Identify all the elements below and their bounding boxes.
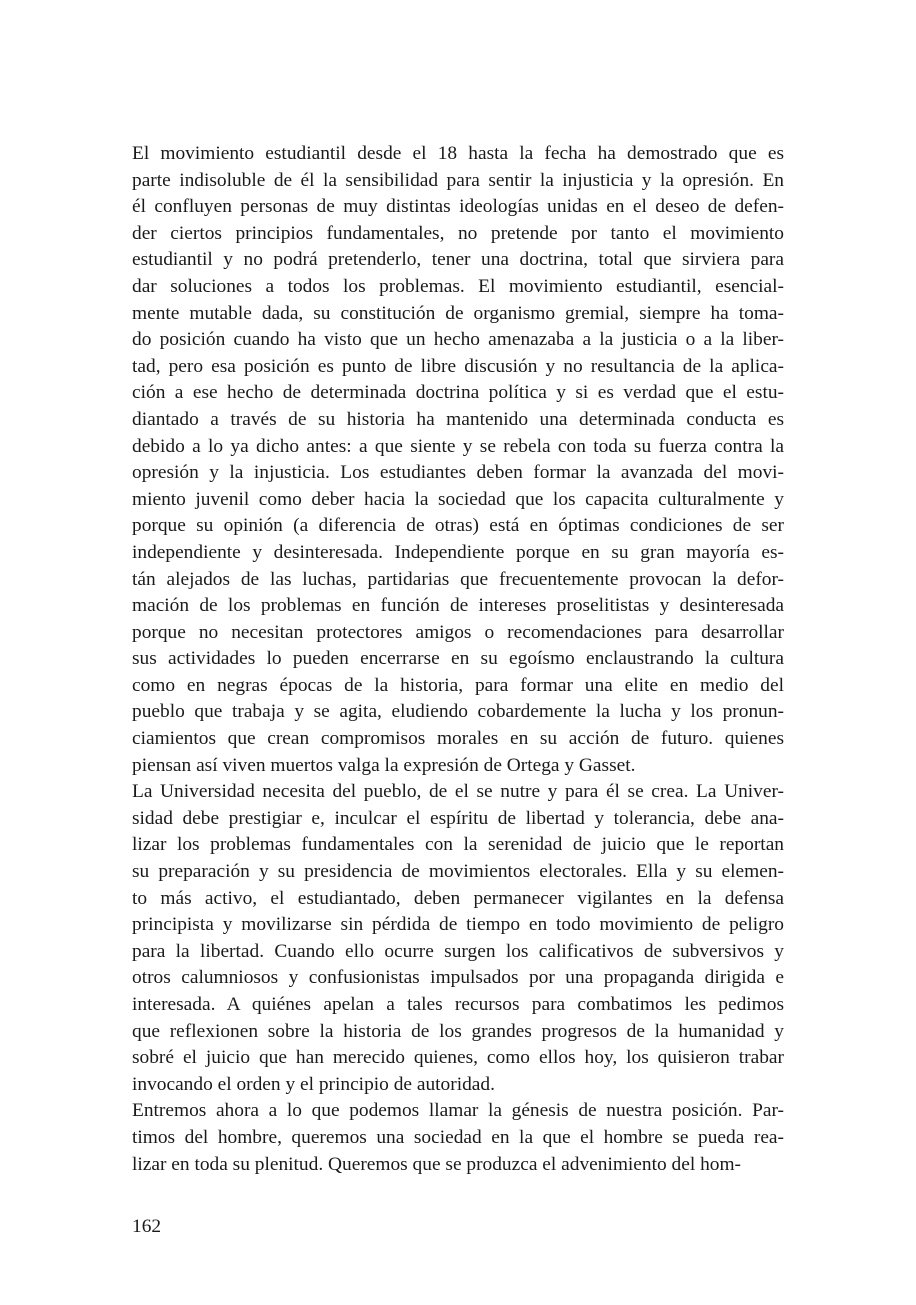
text-line: principista y movilizarse sin pérdida de tiempo en todo movimiento de peligro xyxy=(132,914,784,936)
text-line: do posición cuando ha visto que un hecho amenazaba a la justicia o a la liber- xyxy=(132,329,784,351)
text-line: independiente y desinteresada. Independiente porque en su gran mayoría es- xyxy=(132,541,784,563)
text-line: sidad debe prestigiar e, inculcar el espíritu de libertad y tolerancia, debe ana- xyxy=(132,807,784,829)
text-line: parte indisoluble de él la sensibilidad para sentir la injusticia y la opresión. En xyxy=(132,169,784,191)
text-line: El movimiento estudiantil desde el 18 hasta la fecha ha demostrado que es xyxy=(132,143,784,164)
page-number: 162 xyxy=(132,1216,162,1237)
text-line: lizar los problemas fundamentales con la serenidad de juicio que le reportan xyxy=(132,834,784,856)
text-line: porque no necesitan protectores amigos o recomendaciones para desarrollar xyxy=(132,621,784,643)
text-line: su preparación y su presidencia de movimientos electorales. Ella y su elemen- xyxy=(132,861,784,883)
text-line: debido a lo ya dicho antes: a que siente y se rebela con toda su fuerza contra la xyxy=(132,435,784,457)
text-line: der ciertos principios fundamentales, no pretende por tanto el movimiento xyxy=(132,222,784,244)
text-line: porque su opinión (a diferencia de otras) está en óptimas condiciones de ser xyxy=(132,515,784,537)
text-line: tad, pero esa posición es punto de libre discusión y no resultancia de la aplica- xyxy=(132,355,784,377)
text-line: opresión y la injusticia. Los estudiantes deben formar la avanzada del movi- xyxy=(132,462,784,484)
text-line: otros calumniosos y confusionistas impulsados por una propaganda dirigida e xyxy=(132,967,784,989)
text-line: diantado a través de su historia ha mantenido una determinada conducta es xyxy=(132,408,784,430)
text-line: para la libertad. Cuando ello ocurre surgen los calificativos de subversivos y xyxy=(132,940,784,962)
text-line: sus actividades lo pueden encerrarse en su egoísmo enclaustrando la cultura xyxy=(132,648,784,670)
text-line: to más activo, el estudiantado, deben permanecer vigilantes en la defensa xyxy=(132,887,784,909)
text-line: ción a ese hecho de determinada doctrina política y si es verdad que el estu- xyxy=(132,382,784,404)
text-line: dar soluciones a todos los problemas. El movimiento estudiantil, esencial- xyxy=(132,275,784,297)
text-line: ciamientos que crean compromisos morales en su acción de futuro. quienes xyxy=(132,728,784,750)
text-line: mente mutable dada, su constitución de organismo gremial, siempre ha toma- xyxy=(132,302,784,324)
text-line: timos del hombre, queremos una sociedad en la que el hombre se pueda rea- xyxy=(132,1126,784,1148)
text-line: estudiantil y no podrá pretenderlo, tener una doctrina, total que sirviera para xyxy=(132,249,784,271)
text-line: sobré el juicio que han merecido quienes, como ellos hoy, los quisieron trabar xyxy=(132,1047,784,1069)
text-line: él confluyen personas de muy distintas ideologías unidas en el deseo de defen- xyxy=(132,196,784,218)
text-line: invocando el orden y el principio de autoridad. xyxy=(132,1073,495,1095)
text-line: piensan así viven muertos valga la expresión de Ortega y Gasset. xyxy=(132,754,636,776)
text-line: interesada. A quiénes apelan a tales recursos para combatimos les pedimos xyxy=(132,994,784,1015)
text-line: que reflexionen sobre la historia de los grandes progresos de la humanidad y xyxy=(132,1020,784,1042)
text-line: pueblo que trabaja y se agita, eludiendo cobardemente la lucha y los pronun- xyxy=(132,701,784,723)
text-line: lizar en toda su plenitud. Queremos que se produzca el advenimiento del hom- xyxy=(132,1153,741,1175)
body-text xyxy=(132,141,784,1178)
text-line: mación de los problemas en función de intereses proselitistas y desinteresada xyxy=(132,595,784,617)
text-line: La Universidad necesita del pueblo, de el se nutre y para él se crea. La Univer- xyxy=(132,781,784,803)
text-line: como en negras épocas de la historia, para formar una elite en medio del xyxy=(132,674,784,696)
text-line: miento juvenil como deber hacia la sociedad que los capacita culturalmente y xyxy=(132,488,784,510)
text-line: tán alejados de las luchas, partidarias que frecuentemente provocan la defor- xyxy=(132,568,784,590)
text-line: Entremos ahora a lo que podemos llamar la génesis de nuestra posición. Par- xyxy=(132,1100,784,1122)
